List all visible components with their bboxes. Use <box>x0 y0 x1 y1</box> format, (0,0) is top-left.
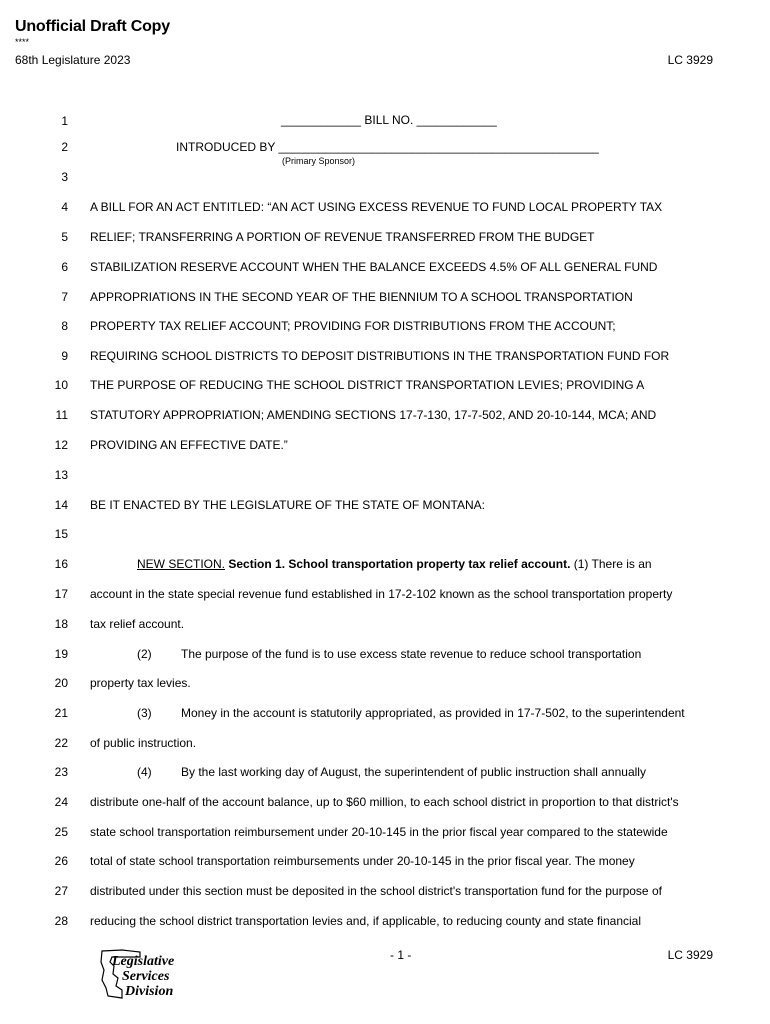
body-line: reducing the school district transportation levies and, if applicable, to reducing county and state financial <box>90 914 641 928</box>
line-number: 3 <box>61 170 68 184</box>
bill-title-line: REQUIRING SCHOOL DISTRICTS TO DEPOSIT DISTRIBUTIONS IN THE TRANSPORTATION FUND FOR <box>90 349 670 363</box>
line-number: 9 <box>61 349 68 363</box>
bill-title-line: PROPERTY TAX RELIEF ACCOUNT; PROVIDING FOR DISTRIBUTIONS FROM THE ACCOUNT; <box>90 319 616 333</box>
subsection-text: Money in the account is statutorily appropriated, as provided in 17-7-502, to the superintendent <box>181 706 685 720</box>
line-number: 13 <box>54 468 68 482</box>
line-number: 16 <box>54 557 68 571</box>
body-line: distributed under this section must be deposited in the school district's transportation fund for the purpose of <box>90 884 662 898</box>
subsection-number: (4) <box>137 765 152 779</box>
line-number: 5 <box>61 230 68 244</box>
line-number: 28 <box>54 914 68 928</box>
draft-stars: **** <box>15 37 30 47</box>
section-heading-line <box>137 557 652 571</box>
line-number: 23 <box>54 765 68 779</box>
line-number: 21 <box>54 706 68 720</box>
legislative-services-division-logo <box>100 948 190 1000</box>
line-number: 10 <box>54 378 68 392</box>
line-number: 26 <box>54 854 68 868</box>
line-number: 19 <box>54 647 68 661</box>
section-text: (1) There is an <box>570 557 652 571</box>
line-number: 24 <box>54 795 68 809</box>
line-number: 20 <box>54 676 68 690</box>
line-number: 7 <box>61 290 68 304</box>
line-number: 2 <box>61 140 68 154</box>
line-number: 14 <box>54 498 68 512</box>
line-number: 18 <box>54 617 68 631</box>
line-number: 17 <box>54 587 68 601</box>
line-number: 1 <box>61 114 68 128</box>
line-number: 27 <box>54 884 68 898</box>
line-number: 6 <box>61 260 68 274</box>
line-number: 12 <box>54 438 68 452</box>
subsection-line <box>137 706 685 720</box>
lc-number-footer: LC 3929 <box>667 948 713 962</box>
body-line: of public instruction. <box>90 736 197 750</box>
subsection-number: (3) <box>137 706 152 720</box>
line-number: 8 <box>61 319 68 333</box>
logo-text-services: Services <box>122 969 170 984</box>
bill-title-line: STATUTORY APPROPRIATION; AMENDING SECTIONS 17-7-130, 17-7-502, AND 20-10-144, MCA; AND <box>90 408 657 422</box>
draft-title: Unofficial Draft Copy <box>15 18 170 35</box>
line-number: 25 <box>54 825 68 839</box>
subsection-line <box>137 765 646 779</box>
lc-number-header: LC 3929 <box>667 53 713 67</box>
logo-text-division: Division <box>125 984 174 999</box>
new-section-label: NEW SECTION. <box>137 557 226 571</box>
page-number: - 1 - <box>390 948 412 962</box>
subsection-text: By the last working day of August, the superintendent of public instruction shall annually <box>181 765 646 779</box>
line-number: 15 <box>54 527 68 541</box>
line-number: 22 <box>54 736 68 750</box>
subsection-text: The purpose of the fund is to use excess state revenue to reduce school transportation <box>181 647 642 661</box>
subsection-line <box>137 647 641 661</box>
line-number: 4 <box>61 200 68 214</box>
primary-sponsor-label: (Primary Sponsor) <box>282 156 356 166</box>
bill-title-line: STABILIZATION RESERVE ACCOUNT WHEN THE BALANCE EXCEEDS 4.5% OF ALL GENERAL FUND <box>90 260 658 274</box>
body-line: state school transportation reimbursement under 20-10-145 in the prior fiscal year compared to the statewide <box>90 825 668 839</box>
bill-title-line: APPROPRIATIONS IN THE SECOND YEAR OF THE BIENNIUM TO A SCHOOL TRANSPORTATION <box>90 290 633 304</box>
body-line: tax relief account. <box>90 617 185 631</box>
body-line: property tax levies. <box>90 676 191 690</box>
enacting-clause: BE IT ENACTED BY THE LEGISLATURE OF THE STATE OF MONTANA: <box>90 498 485 512</box>
legislature-session: 68th Legislature 2023 <box>15 53 131 67</box>
bill-title-line: RELIEF; TRANSFERRING A PORTION OF REVENUE TRANSFERRED FROM THE BUDGET <box>90 230 595 244</box>
logo-text-legislative: Legislative <box>112 954 175 969</box>
bill-number-line: ____________ BILL NO. ____________ <box>281 113 497 127</box>
body-line: distribute one-half of the account balance, up to $60 million, to each school district in proportion to that district's <box>90 795 679 809</box>
section-title: Section 1. School transportation property tax relief account. <box>225 557 571 571</box>
line-number: 11 <box>55 408 68 422</box>
body-line: total of state school transportation reimbursements under 20-10-145 in the prior fiscal year. The money <box>90 854 635 868</box>
bill-title-line: A BILL FOR AN ACT ENTITLED: “AN ACT USING EXCESS REVENUE TO FUND LOCAL PROPERTY TAX <box>90 200 663 214</box>
introduced-by-line: INTRODUCED BY ________________________________________________ <box>176 140 599 154</box>
subsection-number: (2) <box>137 647 152 661</box>
bill-title-line: PROVIDING AN EFFECTIVE DATE.” <box>90 438 288 452</box>
body-line: account in the state special revenue fund established in 17-2-102 known as the school transportation property <box>90 587 673 601</box>
bill-title-line: THE PURPOSE OF REDUCING THE SCHOOL DISTRICT TRANSPORTATION LEVIES; PROVIDING A <box>90 378 645 392</box>
